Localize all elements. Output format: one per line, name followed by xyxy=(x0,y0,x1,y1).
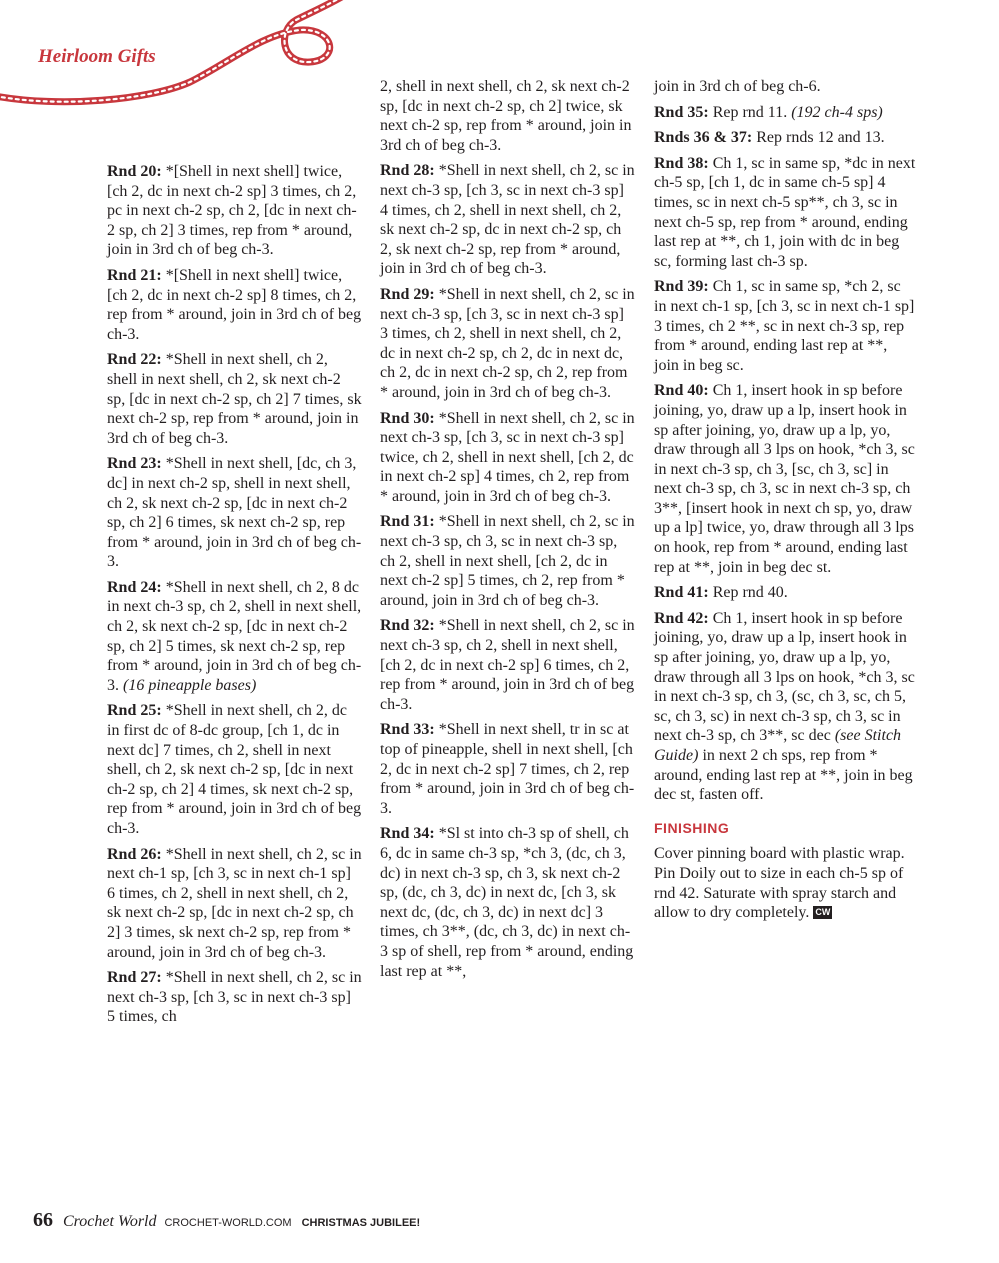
rounds-36-37: Rnds 36 & 37: Rep rnds 12 and 13. xyxy=(654,129,885,147)
round-30: Rnd 30: *Shell in next shell, ch 2, sc in next ch-3 sp, [ch 3, sc in next ch-3 sp] twice, ch 2, shell in next shell, [ch 2, dc in next ch-2 sp] 4 times, ch 2, rep from * around, join in 3rd ch of beg ch-3. xyxy=(380,409,635,505)
round-42: Rnd 42: Ch 1, insert hook in sp before joining, yo, draw up a lp, insert hook in sp after joining, yo, draw up a lp, yo, draw through all 3 lps on hook, *ch 3, sc in next ch-3 sp, ch 3, (sc, ch 3, sc, ch 5, sc, ch 3, sc) in next ch-3 sp, ch 3, sc in next ch-3 sp, ch 3**, sc dec (see Stitch Guide) in next 2 ch sps, rep from * around, ending last rep at **, join in beg dec st, fasten off. xyxy=(654,609,915,804)
round-40: Rnd 40: Ch 1, insert hook in sp before joining, yo, draw up a lp, insert hook in sp after joining, yo, draw up a lp, yo, draw through all 3 lps on hook, *ch 3, sc in next ch-3 sp, ch 3, [sc, ch 3, sc] in next ch-3 sp, ch 3, sc in next ch-3 sp, ch 3**, [insert hook in next ch sp, yo, draw up a lp] twice, yo, draw through all 3 lps on hook, rep from * around, ending last rep at **, join in beg dec st. xyxy=(654,382,915,576)
round-31: Rnd 31: *Shell in next shell, ch 2, sc in next ch-3 sp, ch 3, sc in next ch-3 sp, ch 2, shell in next shell, [ch 2, dc in next ch-2 sp] 5 times, ch 2, rep from * around, join in 3rd ch of beg ch-3. xyxy=(380,513,635,609)
issue-name: CHRISTMAS JUBILEE! xyxy=(301,1217,421,1229)
magazine-name: Crochet World xyxy=(63,1213,157,1230)
finishing-text: Cover pinning board with plastic wrap. Pin Doily out to size in each ch-5 sp of rnd 42. Saturate with spray starch and allow to dry completely. CW xyxy=(654,845,905,922)
round-34: Rnd 34: *Sl st into ch-3 sp of shell, ch 6, dc in same ch-3 sp, *ch 3, (dc, ch 3, dc) in next ch-3 sp, ch 3, sk next ch-2 sp, (dc, ch 3, dc) in next dc, [ch 3, sk next dc, (dc, ch 3, dc) in next dc] 3 times, ch 3**, (dc, ch 3, dc) in next ch-3 sp of shell, rep from * around, ending last rep at **, xyxy=(380,825,634,980)
round-32: Rnd 32: *Shell in next shell, ch 2, sc in next ch-3 sp, ch 2, shell in next shell, [ch 2, dc in next ch-2 sp] 6 times, ch 2, rep from * around, join in 3rd ch of beg ch-3. xyxy=(380,617,635,713)
round-35: Rnd 35: Rep rnd 11. (192 ch-4 sps) xyxy=(654,103,883,121)
round-27: Rnd 27: *Shell in next shell, ch 2, sc in next ch-3 sp, [ch 3, sc in next ch-3 sp] 5 times, ch xyxy=(107,969,362,1026)
round-38: Rnd 38: Ch 1, sc in same sp, *dc in next ch-5 sp, [ch 1, dc in same ch-5 sp] 4 times, sc in next ch-5 sp**, ch 3, sc in next ch-5 sp, rep from * around, ending last rep at **, ch 1, join with dc in beg sc, forming last ch-3 sp. xyxy=(654,154,916,270)
round-22: Rnd 22: *Shell in next shell, ch 2, shell in next shell, ch 2, sk next ch-2 sp, [dc in next ch-2 sp, ch 2] 7 times, sk next ch-2 sp, rep from * around, join in 3rd ch of beg ch-3. xyxy=(107,351,362,447)
column-3 xyxy=(654,77,916,929)
finishing-heading: FINISHING xyxy=(654,819,730,836)
column-2 xyxy=(380,77,635,987)
page-footer xyxy=(33,1209,420,1232)
round-21: Rnd 21: *[Shell in next shell] twice, [ch 2, dc in next ch-2 sp] 8 times, ch 2, rep from * around, join in 3rd ch of beg ch-3. xyxy=(107,266,362,343)
round-28: Rnd 28: *Shell in next shell, ch 2, sc in next ch-3 sp, [ch 3, sc in next ch-3 sp] 4 times, ch 2, shell in next shell, ch 2, sk next ch-2 sp, dc in next ch-2 sp, ch 2, sk next ch-2 sp, rep from * around, join in 3rd ch of beg ch-3. xyxy=(380,162,635,278)
round-41: Rnd 41: Rep rnd 40. xyxy=(654,584,788,602)
round-29: Rnd 29: *Shell in next shell, ch 2, sc in next ch-3 sp, [ch 3, sc in next ch-3 sp] 3 times, ch 2, shell in next shell, ch 2, dc in next ch-2 sp, ch 2, dc in next dc, ch 2, dc in next ch-2 sp, ch 2, rep from * around, join in 3rd ch of beg ch-3. xyxy=(380,285,635,401)
website-link[interactable]: CROCHET-WORLD.COM xyxy=(164,1217,292,1229)
round-39: Rnd 39: Ch 1, sc in same sp, *ch 2, sc in next ch-1 sp, [ch 3, sc in next ch-1 sp] 3 times, ch 2 **, sc in next ch-3 sp, rep from * around, ending last rep at **, join in beg sc. xyxy=(654,278,915,374)
round-26: Rnd 26: *Shell in next shell, ch 2, sc in next ch-1 sp, [ch 3, sc in next ch-1 sp] 6 times, ch 2, shell in next shell, ch 2, sk next ch-2 sp, [dc in next ch-2 sp, ch 2] 3 times, sk next ch-2 sp, rep from * around, join in 3rd ch of beg ch-3. xyxy=(107,845,362,961)
round-25: Rnd 25: *Shell in next shell, ch 2, dc in first dc of 8-dc group, [ch 1, dc in next dc] 7 times, ch 2, shell in next shell, ch 2, sk next ch-2 sp, [dc in next ch-2 sp, ch 2] 4 times, sk next ch-2 sp, rep from * around, join in 3rd ch of beg ch-3. xyxy=(107,702,362,837)
round-23: Rnd 23: *Shell in next shell, [dc, ch 3, dc] in next ch-2 sp, shell in next shell, ch 2, sk next ch-2 sp, [dc in next ch-2 sp, ch 2] 6 times, sk next ch-2 sp, rep from * around, join in 3rd ch of beg ch-3. xyxy=(107,455,362,571)
cw-logo-icon: CW xyxy=(815,907,831,918)
round-27-continued: 2, shell in next shell, ch 2, sk next ch-2 sp, [dc in next ch-2 sp, ch 2] twice, sk next ch-2 sp, rep from * around, join in 3rd ch of beg ch-3. xyxy=(380,78,632,154)
round-34-continued: join in 3rd ch of beg ch-6. xyxy=(654,78,821,95)
column-1 xyxy=(107,162,362,1033)
page-number: 66 xyxy=(33,1209,53,1231)
round-20: Rnd 20: *[Shell in next shell] twice, [ch 2, dc in next ch-2 sp] 3 times, ch 2, pc in next ch-2 sp, ch 2, [dc in next ch-2 sp, ch 2] 3 times, rep from * around, join in 3rd ch of beg ch-3. xyxy=(107,163,357,259)
round-24: Rnd 24: *Shell in next shell, ch 2, 8 dc in next ch-3 sp, ch 2, shell in next shell, ch 2, sk next ch-2 sp, [dc in next ch-2 sp, ch 2] 5 times, sk next ch-2 sp, rep from * around, join in 3rd ch of beg ch-3. (16 pineapple bases) xyxy=(107,578,362,694)
round-33: Rnd 33: *Shell in next shell, tr in sc at top of pineapple, shell in next shell, [ch 2, dc in next ch-2 sp] 7 times, ch 2, rep from * around, join in 3rd ch of beg ch-3. xyxy=(380,721,635,817)
section-title: Heirloom Gifts xyxy=(38,46,156,67)
